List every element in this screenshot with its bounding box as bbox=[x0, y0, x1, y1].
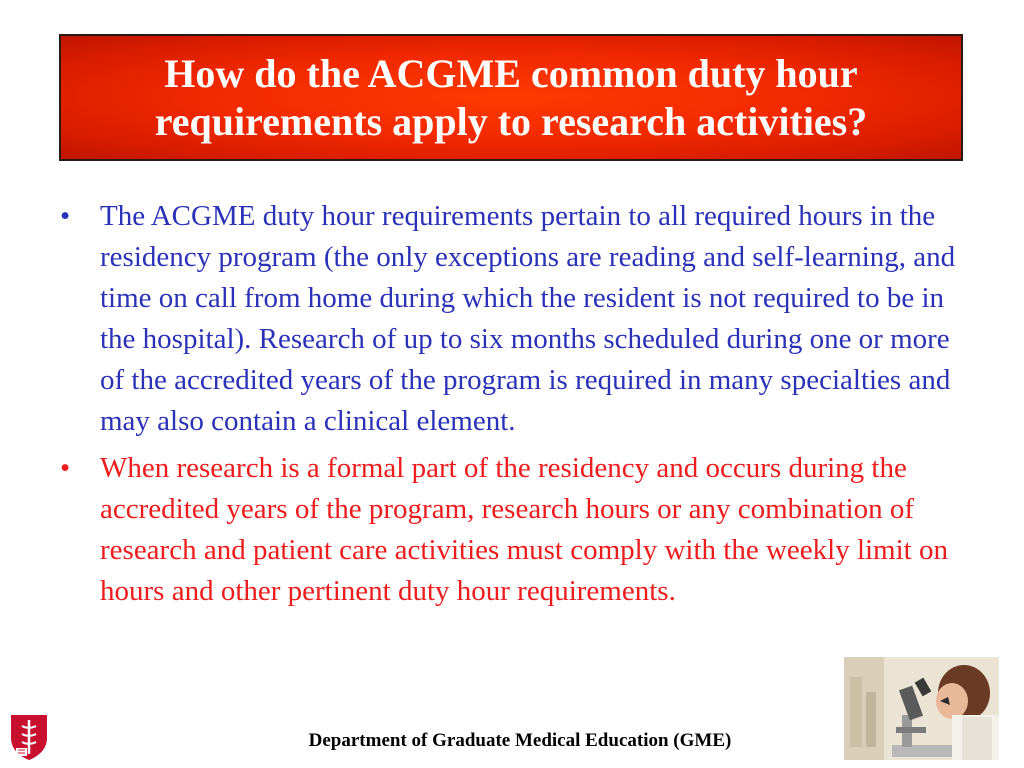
footer-department: Department of Graduate Medical Education (GME) bbox=[308, 730, 732, 751]
title-banner bbox=[59, 34, 963, 161]
bullet-item bbox=[52, 196, 962, 442]
bullet-text: When research is a formal part of the residency and occurs during the accredited years of the program, research hours or any combination of research and patient care activities must comply with the weekly limit on hours and other pertinent duty hour requirements. bbox=[100, 452, 948, 607]
slide-title: How do the ACGME common duty hour requirements apply to research activities? bbox=[154, 50, 868, 144]
bullet-list bbox=[52, 196, 962, 618]
bullet-dot: • bbox=[60, 200, 71, 232]
bullet-dot: • bbox=[60, 452, 71, 484]
bullet-item bbox=[52, 448, 962, 612]
bullet-text: The ACGME duty hour requirements pertain to all required hours in the residency program (the only exceptions are reading and self-learning, and time on call from home during which the resident is not required to be in the hospital). Research of up to six months scheduled during one or more of the accredited years of the program is required in many specialties and may also contain a clinical element. bbox=[100, 200, 956, 437]
